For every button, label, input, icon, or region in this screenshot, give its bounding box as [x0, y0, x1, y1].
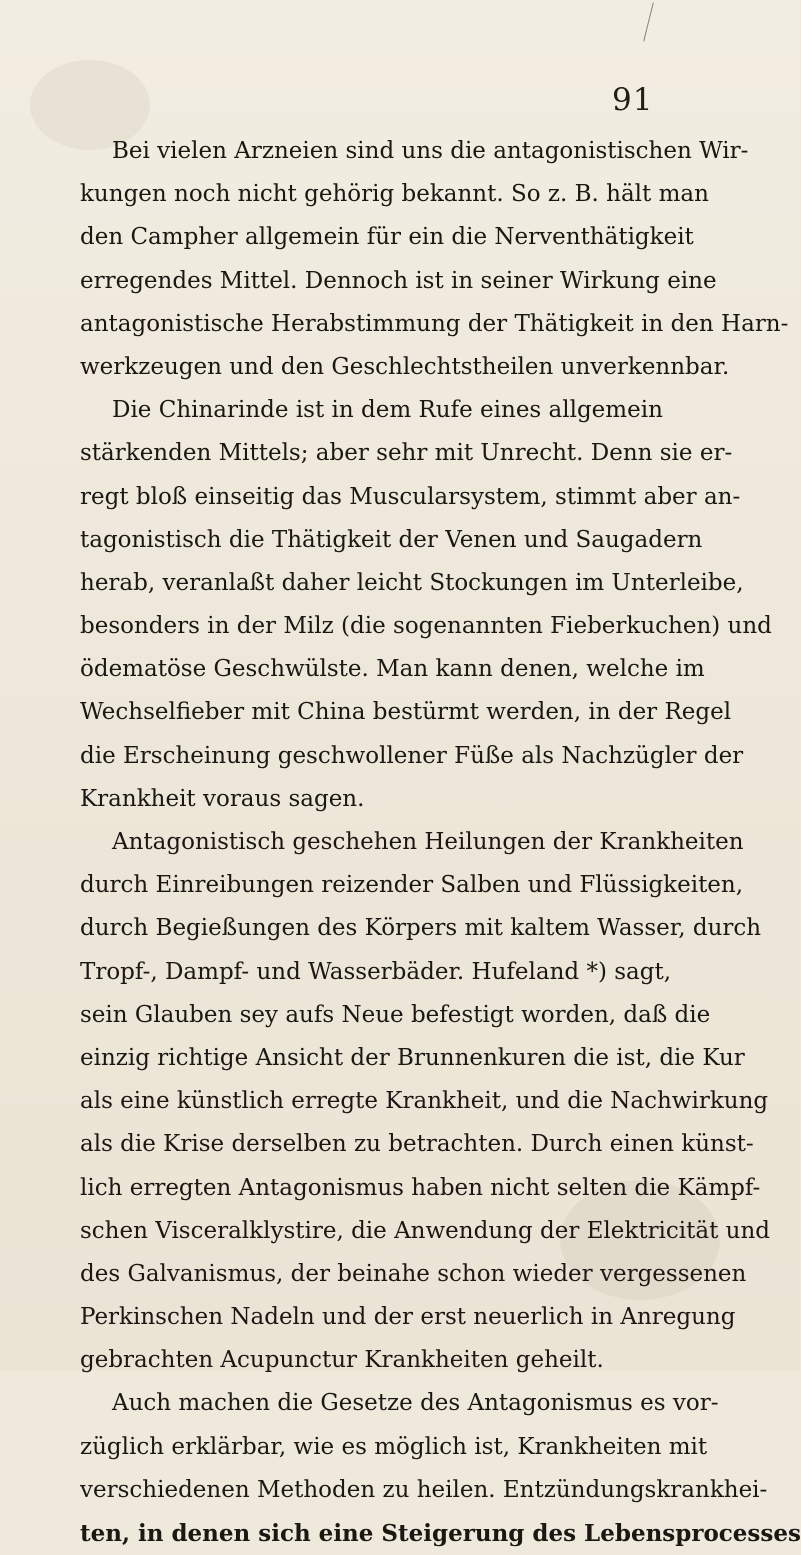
text-line: tagonistisch die Thätigkeit der Venen und Saugadern — [80, 526, 703, 553]
text-line: stärkenden Mittels; aber sehr mit Unrecht. Denn sie er- — [80, 440, 733, 467]
page-number: 91 — [612, 82, 654, 118]
text-line: als eine künstlich erregte Krankheit, und die Nachwirkung — [80, 1088, 769, 1115]
text-line: schen Visceralklystire, die Anwendung der Elektricität und — [80, 1217, 771, 1244]
text-line: lich erregten Antagonismus haben nicht selten die Kämpf- — [80, 1174, 761, 1201]
text-line: den Campher allgemein für ein die Nerventhätigkeit — [80, 224, 694, 251]
text-line: ödematöse Geschwülste. Man kann denen, welche im — [80, 656, 705, 683]
text-line: antagonistische Herabstimmung der Thätigkeit in den Harn- — [80, 310, 789, 337]
text-line: des Galvanismus, der beinahe schon wieder vergessenen — [80, 1260, 747, 1287]
text-line: durch Begießungen des Körpers mit kaltem Wasser, durch — [80, 915, 762, 942]
text-line: herab, veranlaßt daher leicht Stockungen im Unterleibe, — [80, 569, 744, 596]
text-line: Wechselfieber mit China bestürmt werden, in der Regel — [80, 699, 732, 726]
text-line: Krankheit voraus sagen. — [80, 785, 365, 812]
text-line: züglich erklärbar, wie es möglich ist, Krankheiten mit — [80, 1433, 708, 1460]
text-line: einzig richtige Ansicht der Brunnenkuren die ist, die Kur — [80, 1044, 745, 1071]
text-line: als die Krise derselben zu betrachten. Durch einen künst- — [80, 1131, 754, 1158]
text-line: Die Chinarinde ist in dem Rufe eines allgemein — [112, 397, 663, 424]
text-line: kungen noch nicht gehörig bekannt. So z. B. hält man — [80, 181, 709, 208]
text-line: Perkinschen Nadeln und der erst neuerlich in Anregung — [80, 1304, 736, 1331]
body-text — [80, 130, 801, 1555]
paper-mark — [643, 2, 654, 41]
text-line: durch Einreibungen reizender Salben und Flüssigkeiten, — [80, 872, 744, 899]
text-line: erregendes Mittel. Dennoch ist in seiner Wirkung eine — [80, 267, 717, 294]
text-line: besonders in der Milz (die sogenannten Fieberkuchen) und — [80, 613, 772, 640]
text-line: regt bloß einseitig das Muscularsystem, stimmt aber an- — [80, 483, 741, 510]
text-line: Auch machen die Gesetze des Antagonismus es vor- — [112, 1390, 719, 1417]
text-line: verschiedenen Methoden zu heilen. Entzündungskrankhei- — [80, 1476, 768, 1503]
text-line: Antagonistisch geschehen Heilungen der Krankheiten — [112, 829, 744, 855]
text-line: werkzeugen und den Geschlechtstheilen unverkennbar. — [80, 353, 730, 380]
text-line: ten, in denen sich eine Steigerung des Lebensprocesses — [80, 1520, 801, 1547]
text-line: sein Glauben sey aufs Neue befestigt worden, daß die — [80, 1001, 711, 1028]
text-line: Tropf-, Dampf- und Wasserbäder. Hufeland *) sagt, — [80, 958, 672, 985]
text-line: die Erscheinung geschwollener Füße als Nachzügler der — [80, 742, 744, 769]
text-line: Bei vielen Arzneien sind uns die antagonistischen Wir- — [112, 138, 749, 164]
text-line: gebrachten Acupunctur Krankheiten geheilt. — [80, 1347, 604, 1374]
